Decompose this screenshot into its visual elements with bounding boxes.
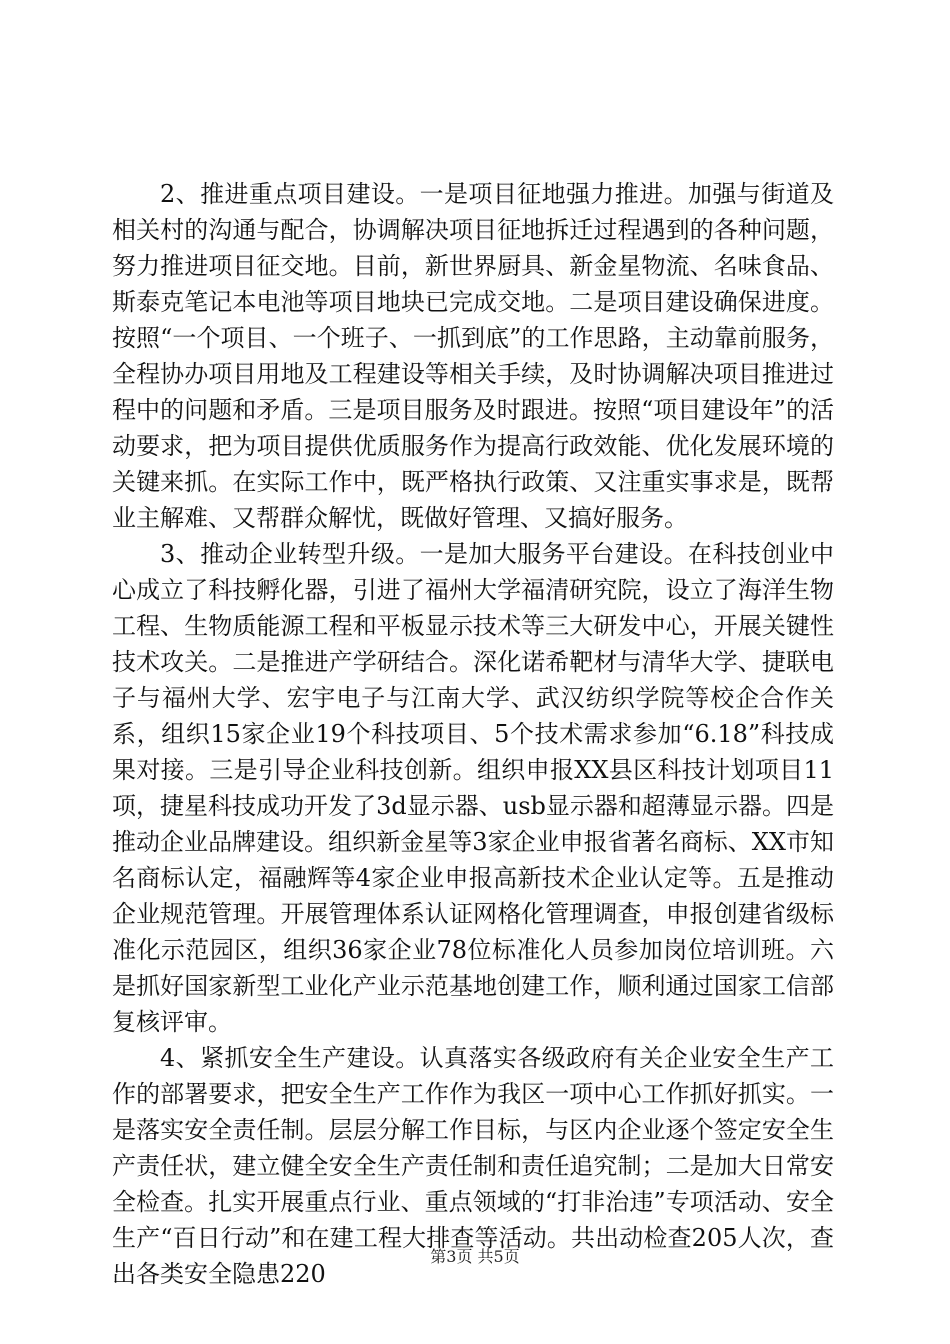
paragraph-project-construction: 2、推进重点项目建设。一是项目征地强力推进。加强与街道及相关村的沟通与配合，协调解决项目征地拆迁过程遇到的各种问题，努力推进项目征交地。目前，新世界厨具、新金星物流、名味食品、斯泰克笔记本电池等项目地块已完成交地。二是项目建设确保进度。按照“一个项目、一个班子、一抓到底”的工作思路，主动靠前服务，全程协办项目用地及工程建设等相关手续，及时协调解决项目推进过程中的问题和矛盾。三是项目服务及时跟进。按照“项目建设年”的活动要求，把为项目提供优质服务作为提高行政效能、优化发展环境的关键来抓。在实际工作中，既严格执行政策、又注重实事求是，既帮业主解难、又帮群众解忧，既做好管理、又搞好服务。 [112, 180, 834, 532]
paragraph-safety-production: 4、紧抓安全生产建设。认真落实各级政府有关企业安全生产工作的部署要求，把安全生产工作作为我区一项中心工作抓好抓实。一是落实安全责任制。层层分解工作目标，与区内企业逐个签定安全生产责任状，建立健全安全生产责任制和责任追究制；二是加大日常安全检查。扎实开展重点行业、重点领域的“打非治违”专项活动、安全生产“百日行动”和在建工程大排查等活动。共出动检查205人次，查出各类安全隐患220 [112, 1044, 834, 1288]
paragraph-enterprise-upgrade: 3、推动企业转型升级。一是加大服务平台建设。在科技创业中心成立了科技孵化器，引进了福州大学福清研究院，设立了海洋生物工程、生物质能源工程和平板显示技术等三大研发中心，开展关键性技术攻关。二是推进产学研结合。深化诺希靶材与清华大学、捷联电子与福州大学、宏宇电子与江南大学、武汉纺织学院等校企合作关系，组织15家企业19个科技项目、5个技术需求参加“6.18”科技成果对接。三是引导企业科技创新。组织申报XX县区科技计划项目11项，捷星科技成功开发了3d显示器、usb显示器和超薄显示器。四是推动企业品牌建设。组织新金星等3家企业申报省著名商标、XX市知名商标认定，福融辉等4家企业申报高新技术企业认定等。五是推动企业规范管理。开展管理体系认证网格化管理调查，申报创建省级标准化示范园区，组织36家企业78位标准化人员参加岗位培训班。六是抓好国家新型工业化产业示范基地创建工作，顺利通过国家工信部复核评审。 [112, 540, 834, 1036]
page-number-footer: 第3页 共5页 [430, 1247, 520, 1266]
document-body [112, 176, 834, 1292]
